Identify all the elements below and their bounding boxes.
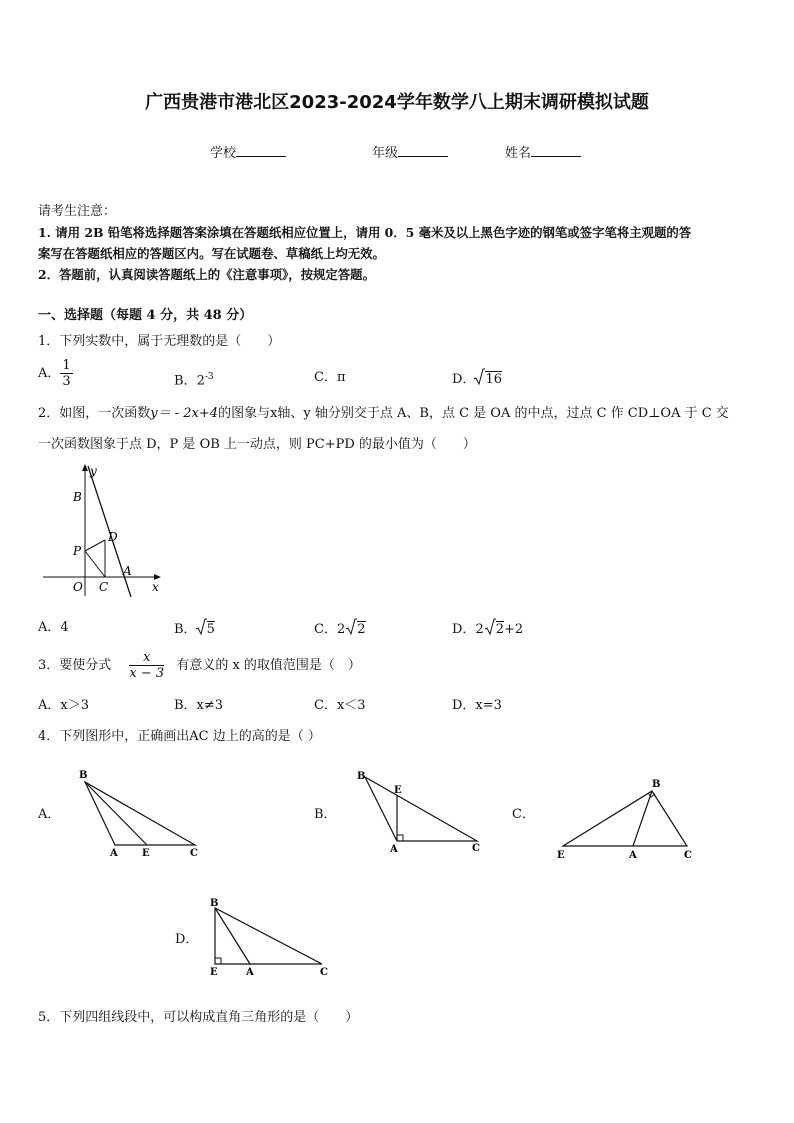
q3-stem xyxy=(38,650,361,681)
grade-label: 年级 xyxy=(372,146,399,161)
q3-denominator: x − 3 xyxy=(129,666,165,681)
q2-line-1-part-2: 的图象与x轴、y 轴分别交于点 A、B，点 C 是 OA 的中点，过点 C 作 CD⊥OA 于 C 交 xyxy=(218,406,729,421)
q4d-line-ba xyxy=(215,908,250,964)
name-label: 姓名 xyxy=(505,146,532,161)
q2-option-d xyxy=(452,621,523,636)
q2-option-b xyxy=(174,621,215,636)
q2-d-radicand: 2 xyxy=(495,622,504,637)
q2-c-sqrt xyxy=(345,621,365,636)
grade-field xyxy=(372,142,448,161)
q4-option-d-label: D． xyxy=(175,932,199,947)
q4c-label-e: E xyxy=(557,850,565,861)
q2-b-radicand: 5 xyxy=(206,622,215,637)
q4a-label-b: B xyxy=(79,770,88,781)
q2-d-tail: +2 xyxy=(504,622,524,637)
section-heading: 一、选择题（每题 4 分，共 48 分） xyxy=(38,308,253,323)
q2-b-sqrt xyxy=(197,621,215,636)
q2-a-value: 4 xyxy=(60,620,69,635)
q3-numerator: x xyxy=(129,650,164,666)
q4b-label-c: C xyxy=(472,843,480,854)
q2-option-a xyxy=(38,621,69,634)
page-title: 广西贵港市港北区2023-2024学年数学八上期末调研模拟试题 xyxy=(145,92,649,113)
sqrt-icon xyxy=(484,618,496,636)
q3-stem-pre: 3．要使分式 xyxy=(38,658,112,673)
school-label: 学校 xyxy=(210,146,237,161)
q1-option-a xyxy=(38,358,73,389)
notice-line-1b: 案写在答题纸相应的答题区内。写在试题卷、草稿纸上均无效。 xyxy=(38,246,385,261)
q1-a-denominator: 3 xyxy=(62,374,71,389)
q3-fraction xyxy=(129,650,164,681)
q4-stem: 4．下列图形中，正确画出AC 边上的高的是（ ） xyxy=(38,729,321,744)
q2-segment-pd xyxy=(85,540,105,551)
notice-line-1a: 1. 请用 2B 铅笔将选择题答案涂填在答题纸相应位置上，请用 0．5 毫米及以上黑色字迹的钢笔或签字笔将主观题的答 xyxy=(38,225,692,240)
q4a-line-be xyxy=(85,782,147,845)
notice-line-2: 2．答题前，认真阅读答题纸上的《注意事项》，按规定答题。 xyxy=(38,267,375,282)
q1-d-radicand: 16 xyxy=(485,372,502,387)
q4a-label-c: C xyxy=(190,848,198,859)
sqrt-icon xyxy=(345,618,357,636)
q2-label-x: x xyxy=(152,580,159,594)
q2-label-c: C xyxy=(99,580,109,594)
q3-stem-post: 有意义的 x 的取值范围是（ ） xyxy=(176,658,361,673)
q2-label-d: D xyxy=(108,530,118,544)
q4b-triangle xyxy=(365,777,477,841)
q3-option-b: B．x≠3 xyxy=(174,698,224,713)
q1-option-b xyxy=(174,371,214,387)
q1-c-value: π xyxy=(336,370,346,385)
q1-b-base: 2 xyxy=(196,373,205,389)
q4d-label-b: B xyxy=(210,898,219,909)
q4b-label-a: A xyxy=(390,844,398,855)
q2-d-label: D． xyxy=(452,622,476,637)
q1-d-sqrt xyxy=(475,371,502,386)
q4d-label-e: E xyxy=(210,967,218,978)
sqrt-icon xyxy=(473,368,485,386)
school-blank xyxy=(236,144,286,157)
q4c-label-a: A xyxy=(629,850,637,861)
name-field xyxy=(505,142,581,161)
q2-c-label: C． xyxy=(314,622,337,637)
q3-option-c: C．x＜3 xyxy=(314,698,366,713)
q4-option-a-label: A． xyxy=(38,807,61,822)
q1-stem: 1．下列实数中，属于无理数的是（ ） xyxy=(38,334,281,349)
q4a-triangle xyxy=(85,782,195,845)
q1-option-c xyxy=(314,371,346,384)
notice-heading: 请考生注意： xyxy=(38,204,117,219)
q2-label-p: P xyxy=(73,544,82,558)
q2-line-1-part-1: 2．如图，一次函数 xyxy=(38,406,151,421)
q1-a-label: A． xyxy=(38,366,61,381)
q2-label-a: A xyxy=(123,564,132,578)
q2-label-o: O xyxy=(73,580,83,594)
q4-figure-a xyxy=(70,765,210,860)
q1-a-fraction xyxy=(60,358,72,389)
q4-figure-c xyxy=(545,770,705,865)
q4d-label-a: A xyxy=(246,967,254,978)
q4-figure-d xyxy=(205,892,340,987)
q1-b-label: B． xyxy=(174,373,197,389)
q1-b-exponent: -3 xyxy=(204,372,214,382)
q2-a-label: A． xyxy=(38,620,61,635)
q4d-right-angle xyxy=(215,958,221,964)
q4b-right-angle xyxy=(397,835,403,841)
q1-c-label: C． xyxy=(314,370,337,385)
q1-a-numerator: 1 xyxy=(62,358,71,373)
q4c-label-c: C xyxy=(684,850,692,861)
q4b-label-b: B xyxy=(357,771,366,782)
q2-c-radicand: 2 xyxy=(357,622,366,637)
q4c-line-ab xyxy=(633,791,652,846)
q4-option-c-label: C． xyxy=(512,807,535,822)
q5-stem: 5．下列四组线段中，可以构成直角三角形的是（ ） xyxy=(38,1010,359,1025)
q2-d-coefficient: 2 xyxy=(475,622,484,637)
q4a-label-e: E xyxy=(142,848,150,859)
q4d-triangle xyxy=(215,908,322,964)
q2-function: y＝ - 2x+4 xyxy=(150,406,219,421)
q2-label-y: y xyxy=(90,464,97,478)
q4b-label-e: E xyxy=(394,785,402,796)
q2-b-label: B． xyxy=(174,622,197,637)
q3-option-d: D．x=3 xyxy=(452,698,502,713)
q4c-outer-triangle xyxy=(563,791,687,846)
q2-figure xyxy=(38,460,168,600)
name-blank xyxy=(531,144,581,157)
q3-option-a: A．x＞3 xyxy=(38,698,89,713)
q2-line-2: 一次函数图象于点 D，P 是 OB 上一动点，则 PC+PD 的最小值为（ ） xyxy=(38,437,476,452)
q4c-label-b: B xyxy=(652,779,661,790)
q4d-label-c: C xyxy=(320,967,328,978)
school-field xyxy=(210,142,286,161)
q2-segment-pc xyxy=(85,551,105,577)
q2-option-c xyxy=(314,621,366,636)
grade-blank xyxy=(398,144,448,157)
q4-figure-b xyxy=(350,765,490,860)
q1-d-label: D． xyxy=(452,372,476,387)
q2-line-1 xyxy=(38,407,729,420)
q1-option-d xyxy=(452,371,502,386)
q2-d-sqrt xyxy=(484,621,504,636)
q4-option-b-label: B． xyxy=(314,807,337,822)
q2-c-coefficient: 2 xyxy=(336,622,346,637)
sqrt-icon xyxy=(195,618,207,636)
q2-label-b: B xyxy=(73,490,82,504)
q4a-label-a: A xyxy=(110,848,118,859)
